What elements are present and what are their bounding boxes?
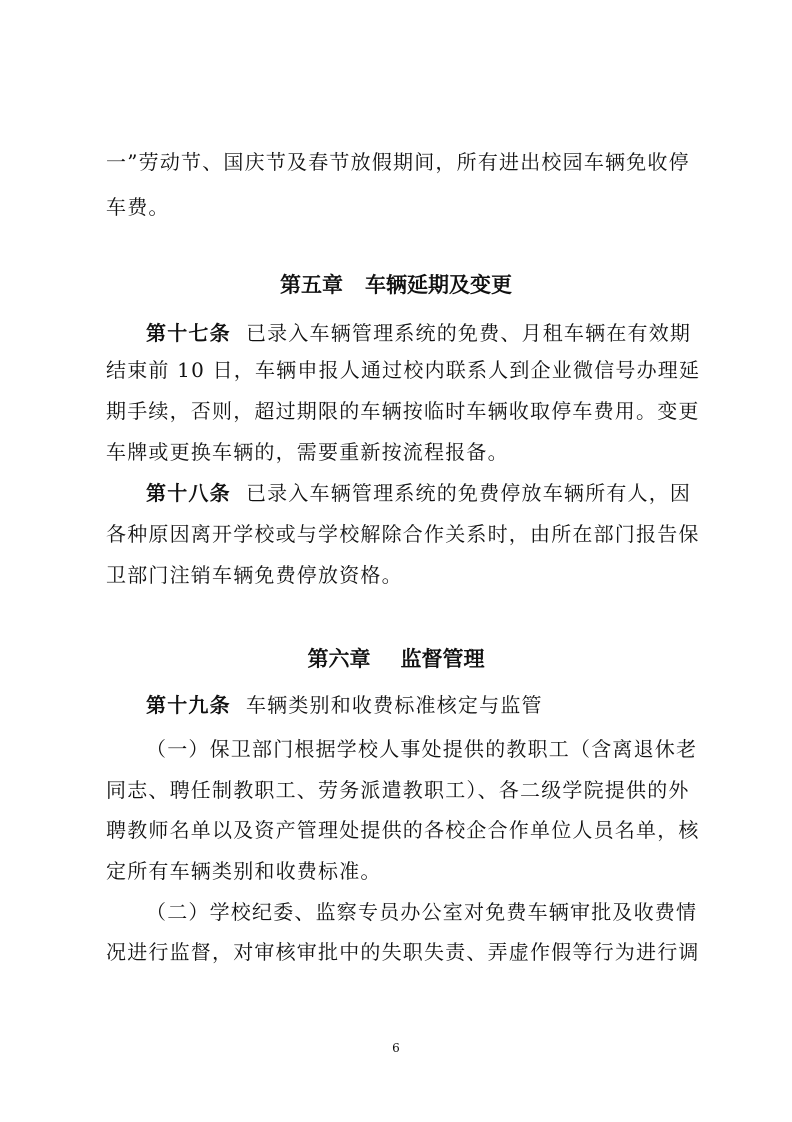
- article-18-line: 卫部门注销车辆免费停放资格。: [106, 563, 403, 587]
- article-17-label: 第十七条: [146, 321, 231, 345]
- chapter-6-heading: [0, 644, 792, 674]
- article-18-text: 已录入车辆管理系统的免费停放车辆所有人，因: [245, 481, 692, 505]
- item-1-line: （一）保卫部门根据学校人事处提供的教职工（含离退休老: [146, 737, 698, 761]
- article-17-line: 车牌或更换车辆的，需要重新按流程报备。: [106, 440, 509, 464]
- article-18-first-line: [146, 478, 691, 508]
- article-19-first-line: [146, 690, 543, 720]
- item-1-line: 定所有车辆类别和收费标准。: [106, 859, 382, 883]
- article-17-text: 已录入车辆管理系统的免费、月租车辆在有效期: [245, 321, 692, 345]
- article-19-label: 第十九条: [146, 693, 231, 717]
- item-2-line: （二）学校纪委、监察专员办公室对免费车辆审批及收费情: [146, 900, 698, 924]
- chapter-6-number: 第六章: [307, 646, 371, 671]
- paragraph-line: 车费。: [106, 195, 170, 219]
- article-18-line: 各种原因离开学校或与学校解除合作关系时，由所在部门报告保: [106, 522, 700, 546]
- page-number: 6: [392, 1041, 400, 1055]
- chapter-6-title: 监督管理: [400, 646, 485, 671]
- item-1-line: 同志、聘任制教职工、劳务派遣教职工）、各二级学院提供的外: [106, 778, 690, 802]
- paragraph-line: 一”劳动节、国庆节及春节放假期间，所有进出校园车辆免收停: [106, 150, 690, 174]
- article-17-line: 结束前 10 日，车辆申报人通过校内联系人到企业微信号办理延: [106, 358, 701, 382]
- article-18-label: 第十八条: [146, 481, 231, 505]
- article-19-text: 车辆类别和收费标准核定与监管: [245, 693, 543, 717]
- item-2-line: 况进行监督，对审核审批中的失职失责、弄虚作假等行为进行调: [106, 940, 700, 964]
- article-17-line: 期手续，否则，超过期限的车辆按临时车辆收取停车费用。变更: [106, 399, 700, 423]
- chapter-5-title: 车辆延期及变更: [365, 272, 512, 297]
- item-1-line: 聘教师名单以及资产管理处提供的各校企合作单位人员名单，核: [106, 818, 700, 842]
- chapter-5-heading: [0, 270, 792, 300]
- chapter-5-number: 第五章: [280, 272, 343, 297]
- article-17-first-line: [146, 318, 691, 348]
